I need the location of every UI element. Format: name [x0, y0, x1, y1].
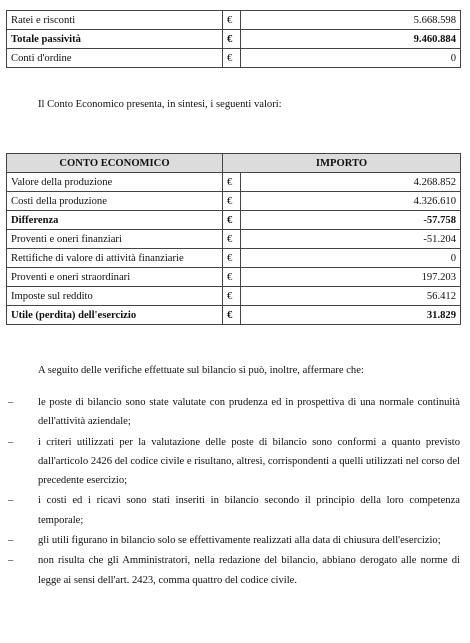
- list-item-text: non risulta che gli Amministratori, nella redazione del bilancio, abbiano derogato alle norme di legge ai sensi dell'art. 2423, comma quattro del codice civile.: [38, 555, 460, 586]
- header-importo: IMPORTO: [223, 154, 461, 173]
- currency-symbol: €: [223, 173, 241, 192]
- row-value: 4.268.852: [241, 173, 461, 192]
- list-item: [8, 393, 460, 432]
- list-item-text: gli utili figurano in bilancio solo se effettivamente realizzati alla data di chiusura dell'esercizio;: [38, 535, 441, 547]
- row-value: 0: [241, 49, 461, 68]
- currency-symbol: €: [223, 268, 241, 287]
- findings-list: [8, 393, 460, 591]
- row-value: 31.829: [241, 306, 461, 325]
- currency-symbol: €: [223, 287, 241, 306]
- balance-sheet-table: [6, 10, 461, 68]
- list-item: [8, 551, 460, 590]
- row-label: Costi della produzione: [7, 192, 223, 211]
- row-label: Conti d'ordine: [7, 49, 223, 68]
- currency-symbol: €: [223, 192, 241, 211]
- table-row: [7, 230, 461, 249]
- income-statement-table: [6, 153, 461, 325]
- list-item-text: le poste di bilancio sono state valutate con prudenza ed in prospettiva di una normale continuità dell'attività aziendale;: [38, 397, 460, 428]
- currency-symbol: €: [223, 30, 241, 49]
- row-label: Imposte sul reddito: [7, 287, 223, 306]
- row-label: Totale passività: [7, 30, 223, 49]
- currency-symbol: €: [223, 49, 241, 68]
- dash-bullet: –: [8, 535, 14, 547]
- row-label: Proventi e oneri finanziari: [7, 230, 223, 249]
- row-label: Valore della produzione: [7, 173, 223, 192]
- table-row: [7, 173, 461, 192]
- dash-bullet: –: [8, 555, 14, 567]
- row-value: 9.460.884: [241, 30, 461, 49]
- list-item-text: i criteri utilizzati per la valutazione delle poste di bilancio sono conformi a quanto previsto dall'articolo 2426 del codice civile e risultano, altresì, corrispondenti a quelli utilizzati nel corso del precedente esercizio;: [38, 436, 460, 487]
- row-value: -57.758: [241, 211, 461, 230]
- list-item: [8, 433, 460, 491]
- row-label: Rettifiche di valore di attività finanziarie: [7, 249, 223, 268]
- verification-intro: A seguito delle verifiche effettuate sul bilancio si può, inoltre, affermare che:: [38, 365, 364, 376]
- currency-symbol: €: [223, 230, 241, 249]
- table-row: [7, 306, 461, 325]
- dash-bullet: –: [8, 397, 14, 408]
- table-row: [7, 192, 461, 211]
- row-label: Differenza: [7, 211, 223, 230]
- list-item: [8, 491, 460, 530]
- table-row: [7, 49, 461, 68]
- dash-bullet: –: [8, 436, 14, 448]
- currency-symbol: €: [223, 211, 241, 230]
- list-item-text: i costi ed i ricavi sono stati inseriti in bilancio secondo il principio della loro competenza temporale;: [38, 495, 460, 526]
- currency-symbol: €: [223, 11, 241, 30]
- currency-symbol: €: [223, 249, 241, 268]
- row-label: Ratei e risconti: [7, 11, 223, 30]
- table-header-row: [7, 154, 461, 173]
- currency-symbol: €: [223, 306, 241, 325]
- table-row: [7, 249, 461, 268]
- table-row: [7, 30, 461, 49]
- table-row: [7, 268, 461, 287]
- row-label: Utile (perdita) dell'esercizio: [7, 306, 223, 325]
- table-row: [7, 211, 461, 230]
- row-value: 197.203: [241, 268, 461, 287]
- table-row: [7, 11, 461, 30]
- row-value: 0: [241, 249, 461, 268]
- row-value: -51.204: [241, 230, 461, 249]
- table-row: [7, 287, 461, 306]
- row-label: Proventi e oneri straordinari: [7, 268, 223, 287]
- row-value: 5.668.598: [241, 11, 461, 30]
- row-value: 56.412: [241, 287, 461, 306]
- header-conto-economico: CONTO ECONOMICO: [7, 154, 223, 173]
- row-value: 4.326.610: [241, 192, 461, 211]
- list-item: [8, 531, 460, 550]
- dash-bullet: –: [8, 495, 14, 507]
- income-statement-intro: Il Conto Economico presenta, in sintesi, i seguenti valori:: [38, 99, 282, 110]
